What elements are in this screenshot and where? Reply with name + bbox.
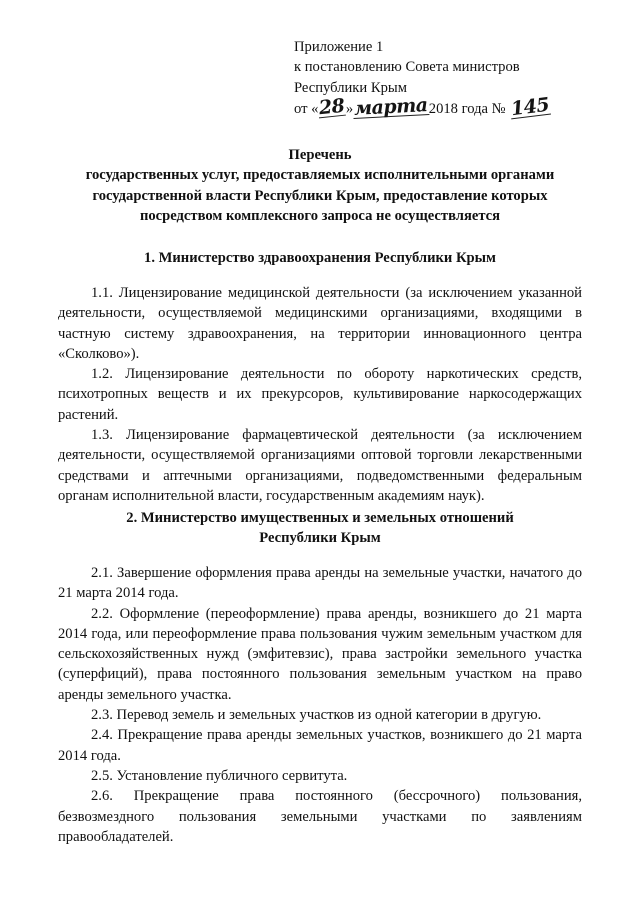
list-item: 2.3. Перевод земель и земельных участков из одной категории в другую. bbox=[91, 707, 542, 724]
date-prefix: от « bbox=[294, 101, 319, 118]
list-item: 1.3. Лицензирование фармацевтической деятельности (за исключением деятельности, осуществляемой организациями оптовой торговли лекарственными средствами и аптечными организациями, подведомственными федеральным органам исполнительной власти, государственным академиям наук). bbox=[58, 427, 582, 504]
title-line-3: государственной власти Республики Крым, предоставление которых bbox=[92, 187, 548, 204]
date-year-text: 2018 года № bbox=[428, 101, 506, 118]
section-1-heading bbox=[60, 248, 580, 268]
list-item: 2.2. Оформление (переоформление) права аренды, возникшего до 21 марта 2014 года, или переоформление права пользования чужим земельным участком для сельскохозяйственных нужд (эмфитевзис), права застройки земельного участка (суперфиций), права постоянного пользования земельным участком на право аренды земельного участка. bbox=[58, 605, 582, 703]
list-item: 2.4. Прекращение права аренды земельных участков, возникшего до 21 марта 2014 года. bbox=[58, 727, 582, 764]
annex-line-1: Приложение 1 bbox=[294, 39, 384, 55]
section-2-heading bbox=[60, 508, 580, 549]
section-2-heading-line-1: 2. Министерство имущественных и земельных отношений bbox=[126, 510, 514, 526]
annex-date-line bbox=[294, 93, 594, 121]
list-item: 2.1. Завершение оформления права аренды на земельные участки, начатого до 21 марта 2014 года. bbox=[58, 565, 582, 602]
title-line-4: посредством комплексного запроса не осуществляется bbox=[139, 207, 501, 224]
document-title bbox=[60, 145, 580, 226]
annex-line-3: Республики Крым bbox=[294, 79, 407, 96]
section-1-items bbox=[58, 283, 582, 506]
section-1-heading-line: 1. Министерство здравоохранения Республики Крым bbox=[144, 250, 496, 266]
annex-block bbox=[294, 37, 594, 120]
handwritten-number: 145 bbox=[509, 93, 550, 121]
list-item: 2.5. Установление публичного сервитута. bbox=[91, 767, 348, 784]
list-item: 1.1. Лицензирование медицинской деятельности (за исключением указанной деятельности, осуществляемой медицинскими организациями, входящими в частную систему здравоохранения, на территории инновационного центра «Сколково»). bbox=[58, 285, 582, 362]
title-line-1: Перечень bbox=[288, 147, 352, 163]
list-item: 1.2. Лицензирование деятельности по обороту наркотических средств, психотропных веществ и их прекурсоров, культивирование наркосодержащих растений. bbox=[58, 366, 582, 423]
section-2-items bbox=[58, 563, 582, 847]
annex-line-2: к постановлению Совета министров bbox=[294, 59, 520, 76]
list-item: 2.6. Прекращение права постоянного (бессрочного) пользования, безвозмездного пользования земельными участками по заявлениям правообладателей. bbox=[58, 788, 582, 845]
title-line-2: государственных услуг, предоставляемых исполнительными органами bbox=[85, 167, 555, 184]
date-quote-close: » bbox=[345, 101, 354, 118]
handwritten-month: марта bbox=[353, 94, 429, 121]
handwritten-day: 28 bbox=[318, 94, 346, 120]
section-2-heading-line-2: Республики Крым bbox=[259, 530, 381, 547]
